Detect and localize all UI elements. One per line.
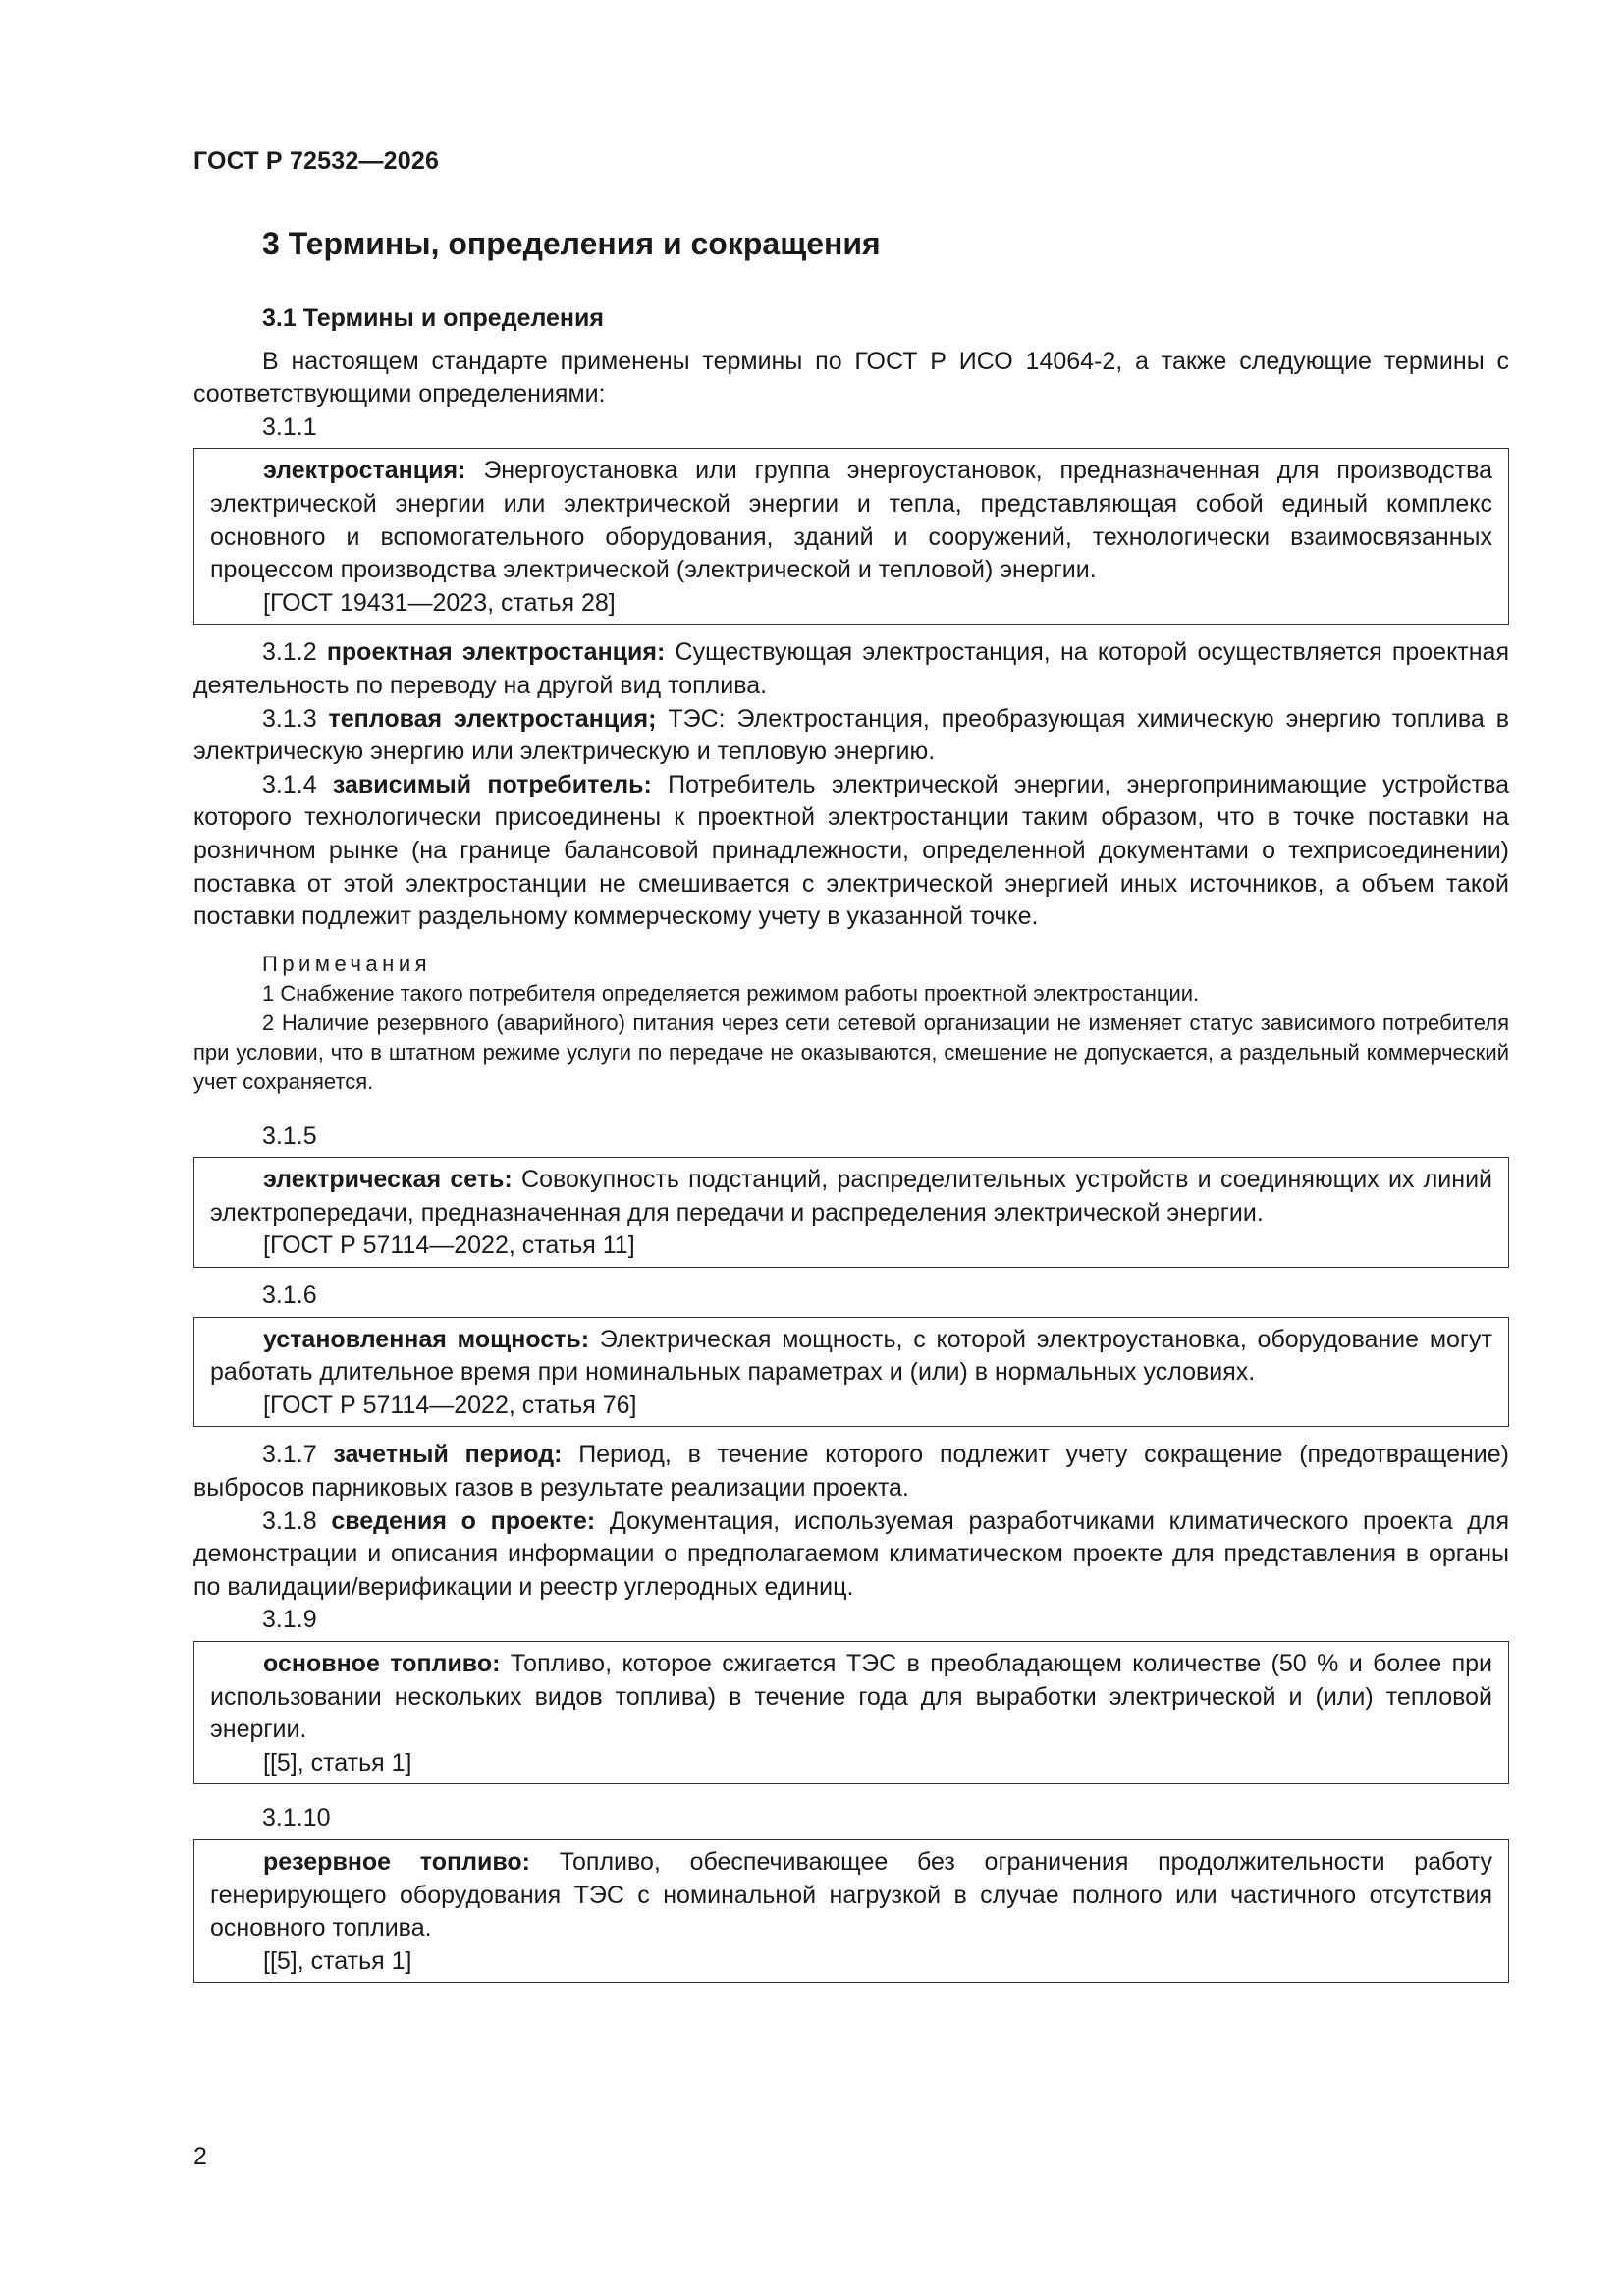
term-box <box>193 1641 1509 1784</box>
term-number: 3.1.9 <box>262 1606 317 1634</box>
term-source: [[5], статья 1] <box>263 1748 412 1777</box>
term-text: Период, в течение которого подлежит учету сокращение (предотвращение) выбросов парниковых газов в результате реализации проекта. <box>193 1441 1509 1503</box>
term-source: [ГОСТ 19431—2023, статья 28] <box>263 588 616 617</box>
section-title: 3 Термины, определения и сокращения <box>262 226 881 261</box>
term-box <box>193 448 1509 625</box>
term-number: 3.1.2 <box>262 638 327 667</box>
term-number: 3.1.5 <box>262 1121 317 1150</box>
term-text: Совокупность подстанций, распределительных устройств и соединяющих их линий электропередачи, предназначенная для передачи и распределения электрической энергии. <box>210 1166 1492 1227</box>
term-number: 3.1.6 <box>262 1282 317 1310</box>
term-definition <box>193 703 1509 769</box>
term-text: Топливо, обеспечивающее без ограничения продолжительности работу генерирующего оборудования ТЭС с номинальной нагрузкой в случае полного или частичного отсутствия основного топлива. <box>210 1847 1492 1942</box>
term-number: 3.1.7 <box>262 1441 334 1469</box>
term-text: Потребитель электрической энергии, энергопринимающие устройства которого технологически присоединены к проектной электростанции таким образом, что в точке поставки на розничном рынке (на границе балансовой принадлежности, определенной документами о техприсоединении) поставка от этой электростанции не смешивается с электрической энергией иных источников, а объем такой поставки подлежит раздельному коммерческому учету в указанной точке. <box>193 770 1509 931</box>
term-number: 3.1.4 <box>262 770 333 798</box>
term-number: 3.1.10 <box>262 1804 331 1832</box>
term-box <box>193 1839 1509 1983</box>
document-body <box>193 224 1509 1995</box>
term-source: [ГОСТ Р 57114—2022, статья 76] <box>263 1391 637 1419</box>
term-name: электростанция: <box>263 457 466 485</box>
term-name: тепловая электростанция; <box>328 704 657 733</box>
term-number: 3.1.1 <box>262 412 317 441</box>
term-definition <box>193 1505 1509 1605</box>
document-header: ГОСТ Р 72532—2026 <box>193 147 440 175</box>
term-text: ТЭС: Электростанция, преобразующая химическую энергию топлива в электрическую энергию или электрическую и тепловую энергию. <box>193 704 1509 766</box>
term-text: Энергоустановка или группа энергоустановок, предназначенная для производства электрической энергии или электрической энергии и тепла, представляющая собой единый комплекс основного и вспомогательного оборудования, зданий и сооружений, технологически взаимосвязанных процессом производства электрической (электрической и тепловой) энергии. <box>210 457 1492 584</box>
term-definition <box>193 636 1509 702</box>
note-item: 1 Снабжение такого потребителя определяется режимом работы проектной электростанции. <box>262 980 1200 1006</box>
term-name: проектная электростанция: <box>326 638 666 667</box>
intro-paragraph: В настоящем стандарте применены термины по ГОСТ Р ИСО 14064-2, а также следующие термины с соответствующими определениями: <box>193 347 1509 409</box>
term-definition <box>193 1439 1509 1504</box>
notes-block <box>193 950 1509 1097</box>
term-name: сведения о проекте: <box>331 1506 596 1535</box>
notes-title: Примечания <box>262 951 432 976</box>
term-definition <box>210 1164 1492 1230</box>
term-text: Топливо, которое сжигается ТЭС в преобладающем количестве (50 % и более при использовании нескольких видов топлива) в течение года для выработки электрической и (или) тепловой энергии. <box>210 1650 1492 1744</box>
subsection-title: 3.1 Термины и определения <box>262 304 604 332</box>
term-definition <box>210 1648 1492 1747</box>
term-text: Существующая электростанция, на которой осуществляется проектная деятельность по переводу на другой вид топлива. <box>193 638 1509 699</box>
note-item: 2 Наличие резервного (аварийного) питания через сети сетевой организации не изменяет статус зависимого потребителя при условии, что в штатном режиме услуги по передаче не оказываются, смешение не допускается, а раздельный коммерческий учет сохраняется. <box>193 1010 1509 1094</box>
term-source: [ГОСТ Р 57114—2022, статья 11] <box>263 1231 635 1260</box>
term-name: установленная мощность: <box>263 1325 590 1353</box>
term-text: Документация, используемая разработчиками климатического проекта для демонстрации и описания информации о предполагаемом климатическом проекте для представления в органы по валидации/верификации и реестр углеродных единиц. <box>193 1506 1510 1601</box>
term-number: 3.1.8 <box>262 1506 332 1535</box>
term-definition <box>193 769 1509 934</box>
term-number: 3.1.3 <box>262 704 329 733</box>
term-source: [[5], статья 1] <box>263 1946 412 1975</box>
term-name: электрическая сеть: <box>263 1166 513 1194</box>
term-definition <box>210 1846 1492 1945</box>
page-number: 2 <box>193 2143 207 2170</box>
term-name: зависимый потребитель: <box>332 770 652 798</box>
term-definition <box>210 455 1492 586</box>
term-text: Электрическая мощность, с которой электроустановка, оборудование могут работать длительное время при номинальных параметрах и (или) в нормальных условиях. <box>210 1325 1492 1387</box>
term-name: зачетный период: <box>333 1441 563 1469</box>
term-box <box>193 1317 1509 1428</box>
term-name: резервное топливо: <box>263 1847 530 1876</box>
term-name: основное топливо: <box>263 1650 501 1677</box>
term-box <box>193 1157 1509 1268</box>
term-definition <box>210 1324 1492 1390</box>
